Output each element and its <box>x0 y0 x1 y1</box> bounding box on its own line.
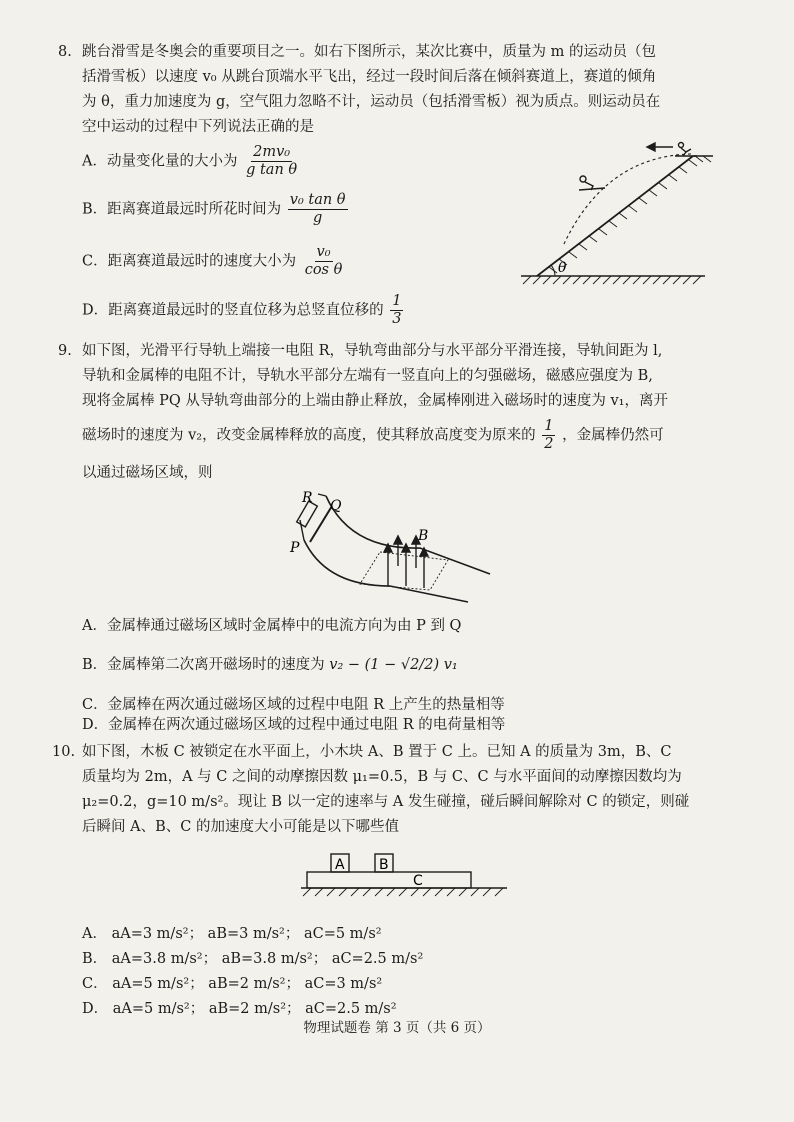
question-8 <box>60 40 720 140</box>
ground-hatching <box>523 276 701 284</box>
q10-option-a: A． aA=3 m/s²； aB=3 m/s²； aC=5 m/s² <box>82 926 382 942</box>
label-c: C <box>413 873 423 889</box>
fraction <box>542 418 555 453</box>
q10-option-c: C． aA=5 m/s²； aB=2 m/s²； aC=3 m/s² <box>82 976 383 992</box>
q8-option-d <box>82 293 405 328</box>
numerator: 1 <box>392 293 402 309</box>
q9-option-b <box>82 653 458 674</box>
page-footer: 物理试题卷 第 3 页（共 6 页） <box>303 1020 491 1036</box>
fraction <box>288 192 348 227</box>
q9-option-c: C．金属棒在两次通过磁场区域的过程中电阻 R 上产生的热量相等 <box>82 697 505 713</box>
q9-line-5 <box>82 461 742 486</box>
q10-line: 后瞬间 A、B、C 的加速度大小可能是以下哪些值 <box>82 819 399 835</box>
option-text: A．动量变化量的大小为 <box>82 153 238 170</box>
label-a: A <box>335 857 345 873</box>
fraction <box>244 144 299 179</box>
blocks-diagram <box>295 848 515 898</box>
question-10 <box>52 740 720 840</box>
q9-line-text: 以通过磁场区域，则 <box>82 465 213 481</box>
label-q: Q <box>330 498 342 514</box>
q8-option-a <box>82 144 301 179</box>
option-text: C．距离赛道最远时的速度大小为 <box>82 253 297 270</box>
q10-line: 如下图，木板 C 被锁定在水平面上，小木块 A、B 置于 C 上。已知 A 的质量为 3m，B、C <box>82 744 672 760</box>
label-b: B <box>379 857 389 873</box>
q8-line: 为 θ，重力加速度为 g，空气阻力忽略不计，运动员（包括滑雪板）视为质点。则运动员在 <box>82 94 661 110</box>
q9-line: 现将金属棒 PQ 从导轨弯曲部分的上端由静止释放，金属棒刚进入磁场时的速度为 v₁，离开 <box>82 393 668 409</box>
numerator: 2mv₀ <box>253 144 291 160</box>
q10-line: 质量均为 2m，A 与 C 之间的动摩擦因数 μ₁=0.5，B 与 C、C 与水平面间的动摩擦因数均为 <box>82 769 682 785</box>
q8-option-c <box>82 244 346 279</box>
q9-line-4 <box>82 418 742 453</box>
q8-line: 空中运动的过程中下列说法正确的是 <box>82 119 314 135</box>
q8-line: 括滑雪板）以速度 v₀ 从跳台顶端水平飞出，经过一段时间后落在倾斜赛道上，赛道的倾角 <box>82 69 657 85</box>
q9-option-a: A．金属棒通过磁场区域时金属棒中的电流方向为由 P 到 Q <box>82 618 462 634</box>
angle-label: θ <box>558 260 567 276</box>
slope-hatching <box>549 156 711 273</box>
q9-option-d: D．金属棒在两次通过磁场区域的过程中通过电阻 R 的电荷量相等 <box>82 717 506 733</box>
upper-rail <box>326 496 490 574</box>
label-p: P <box>290 540 300 556</box>
q9-line: 如下图，光滑平行导轨上端接一电阻 R，导轨弯曲部分与水平部分平滑连接，导轨间距为 l, <box>82 343 663 359</box>
denominator: 3 <box>392 311 402 327</box>
question-number: 8. <box>58 44 72 60</box>
fraction <box>390 293 403 328</box>
metal-rod-pq <box>310 506 332 542</box>
question-number: 10. <box>52 744 76 760</box>
q9-line: 导轨和金属棒的电阻不计，导轨水平部分左端有一竖直向上的匀强磁场，磁感应强度为 B, <box>82 368 653 384</box>
field-region <box>360 552 448 590</box>
option-text: D．距离赛道最远时的竖直位移为总竖直位移的 <box>82 302 384 319</box>
q10-option-d: D． aA=5 m/s²； aB=2 m/s²； aC=2.5 m/s² <box>82 1001 397 1017</box>
label-b: B <box>418 528 429 544</box>
q9-line-text: ，金属棒仍然可 <box>562 427 664 444</box>
q8-line: 跳台滑雪是冬奥会的重要项目之一。如右下图所示，某次比赛中，质量为 m 的运动员（包 <box>82 44 656 60</box>
option-formula: v₂ − (1 − √2/2) v₁ <box>329 657 458 673</box>
fraction <box>303 244 345 279</box>
question-number: 9. <box>58 343 72 359</box>
q8-option-b <box>82 192 350 227</box>
trajectory-dashed <box>563 154 691 246</box>
denominator: g tan θ <box>246 162 298 178</box>
slope-line <box>537 156 693 276</box>
numerator: v₀ <box>316 244 331 260</box>
skier-top-icon <box>675 143 697 157</box>
skier-mid-icon <box>579 176 605 190</box>
velocity-arrow-icon <box>647 143 673 151</box>
option-text: B．金属棒第二次离开磁场时的速度为 <box>82 657 325 673</box>
ski-jump-diagram <box>515 138 730 288</box>
resistor-wire <box>300 520 304 540</box>
resistor-wire <box>318 494 326 496</box>
denominator: g <box>313 210 323 226</box>
ground-hatching <box>303 888 503 896</box>
board-c <box>307 872 471 888</box>
numerator: v₀ tan θ <box>289 192 346 208</box>
rail-diagram <box>280 490 510 610</box>
q9-line-text: 磁场时的速度为 v₂，改变金属棒释放的高度，使其释放高度变为原来的 <box>82 427 536 444</box>
question-9 <box>60 339 720 414</box>
denominator: 2 <box>544 436 554 452</box>
denominator: cos θ <box>304 262 343 278</box>
q10-option-b: B． aA=3.8 m/s²； aB=3.8 m/s²； aC=2.5 m/s² <box>82 951 424 967</box>
numerator: 1 <box>544 418 554 434</box>
q10-line: μ₂=0.2，g=10 m/s²。现让 B 以一定的速率与 A 发生碰撞，碰后瞬间解除对 C 的锁定，则碰 <box>82 794 690 810</box>
option-text: B．距离赛道最远时所花时间为 <box>82 201 282 218</box>
label-r: R <box>302 490 313 506</box>
